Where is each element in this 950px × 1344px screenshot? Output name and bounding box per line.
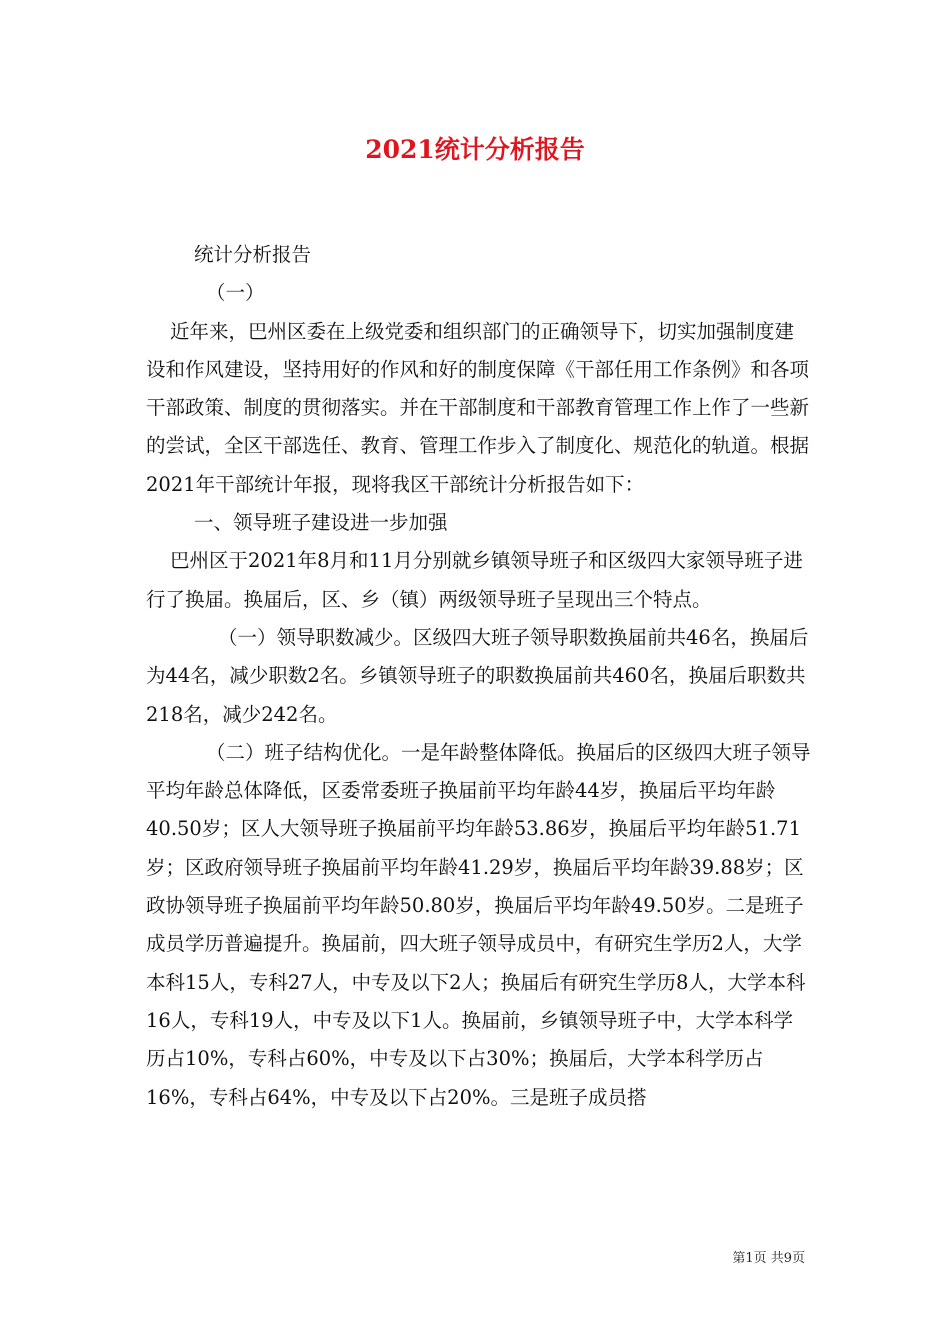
- paragraph-intro: 近年来，巴州区委在上级党委和组织部门的正确领导下，切实加强制度建设和作风建设，坚持用好的作风和好的制度保障《干部任用工作条例》和各项干部政策、制度的贯彻落实。并在干部制度和干部教育管理工作上作了一些新的尝试，全区干部选任、教育、管理工作步入了制度化、规范化的轨道。根据2021年干部统计年报，现将我区干部统计分析报告如下：: [146, 319, 810, 496]
- page-number: 第1页 共9页: [732, 1251, 805, 1266]
- paragraph-point-two: （二）班子结构优化。一是年龄整体降低。换届后的区级四大班子领导平均年龄总体降低，区委常委班子换届前平均年龄44岁，换届后平均年龄40.50岁；区人大领导班子换届前平均年龄53.86岁，换届后平均年龄51.71岁；区政府领导班子换届前平均年龄41.29岁，换届后平均年龄39.88岁；区政协领导班子换届前平均年龄50.80岁，换届后平均年龄49.50岁。二是班子成员学历普遍提升。换届前，四大班子领导成员中，有研究生学历2人，大学本科15人，专科27人，中专及以下2人；换届后有研究生学历8人，大学本科16人，专科19人，中专及以下1人。换届前，乡镇领导班子中，大学本科学历占10%，专科占60%，中专及以下占30%；换届后，大学本科学历占16%，专科占64%，中专及以下占20%。三是班子成员搭: [146, 740, 811, 1109]
- paragraph-election: 巴州区于2021年8月和11月分别就乡镇领导班子和区级四大家领导班子进行了换届。换届后，区、乡（镇）两级领导班子呈现出三个特点。: [146, 549, 803, 611]
- paragraph-section-heading: 一、领导班子建设进一步加强: [194, 511, 448, 535]
- document-title: 2021统计分析报告: [365, 135, 585, 164]
- paragraph-point-one: （一）领导职数减少。区级四大班子领导职数换届前共46名，换届后为44名，减少职数2名。乡镇领导班子的职数换届前共460名，换届后职数共218名，减少242名。: [146, 625, 809, 726]
- document-body: [146, 236, 811, 1117]
- paragraph-heading: 统计分析报告: [194, 243, 312, 266]
- paragraph-section-number: （一）: [206, 281, 265, 305]
